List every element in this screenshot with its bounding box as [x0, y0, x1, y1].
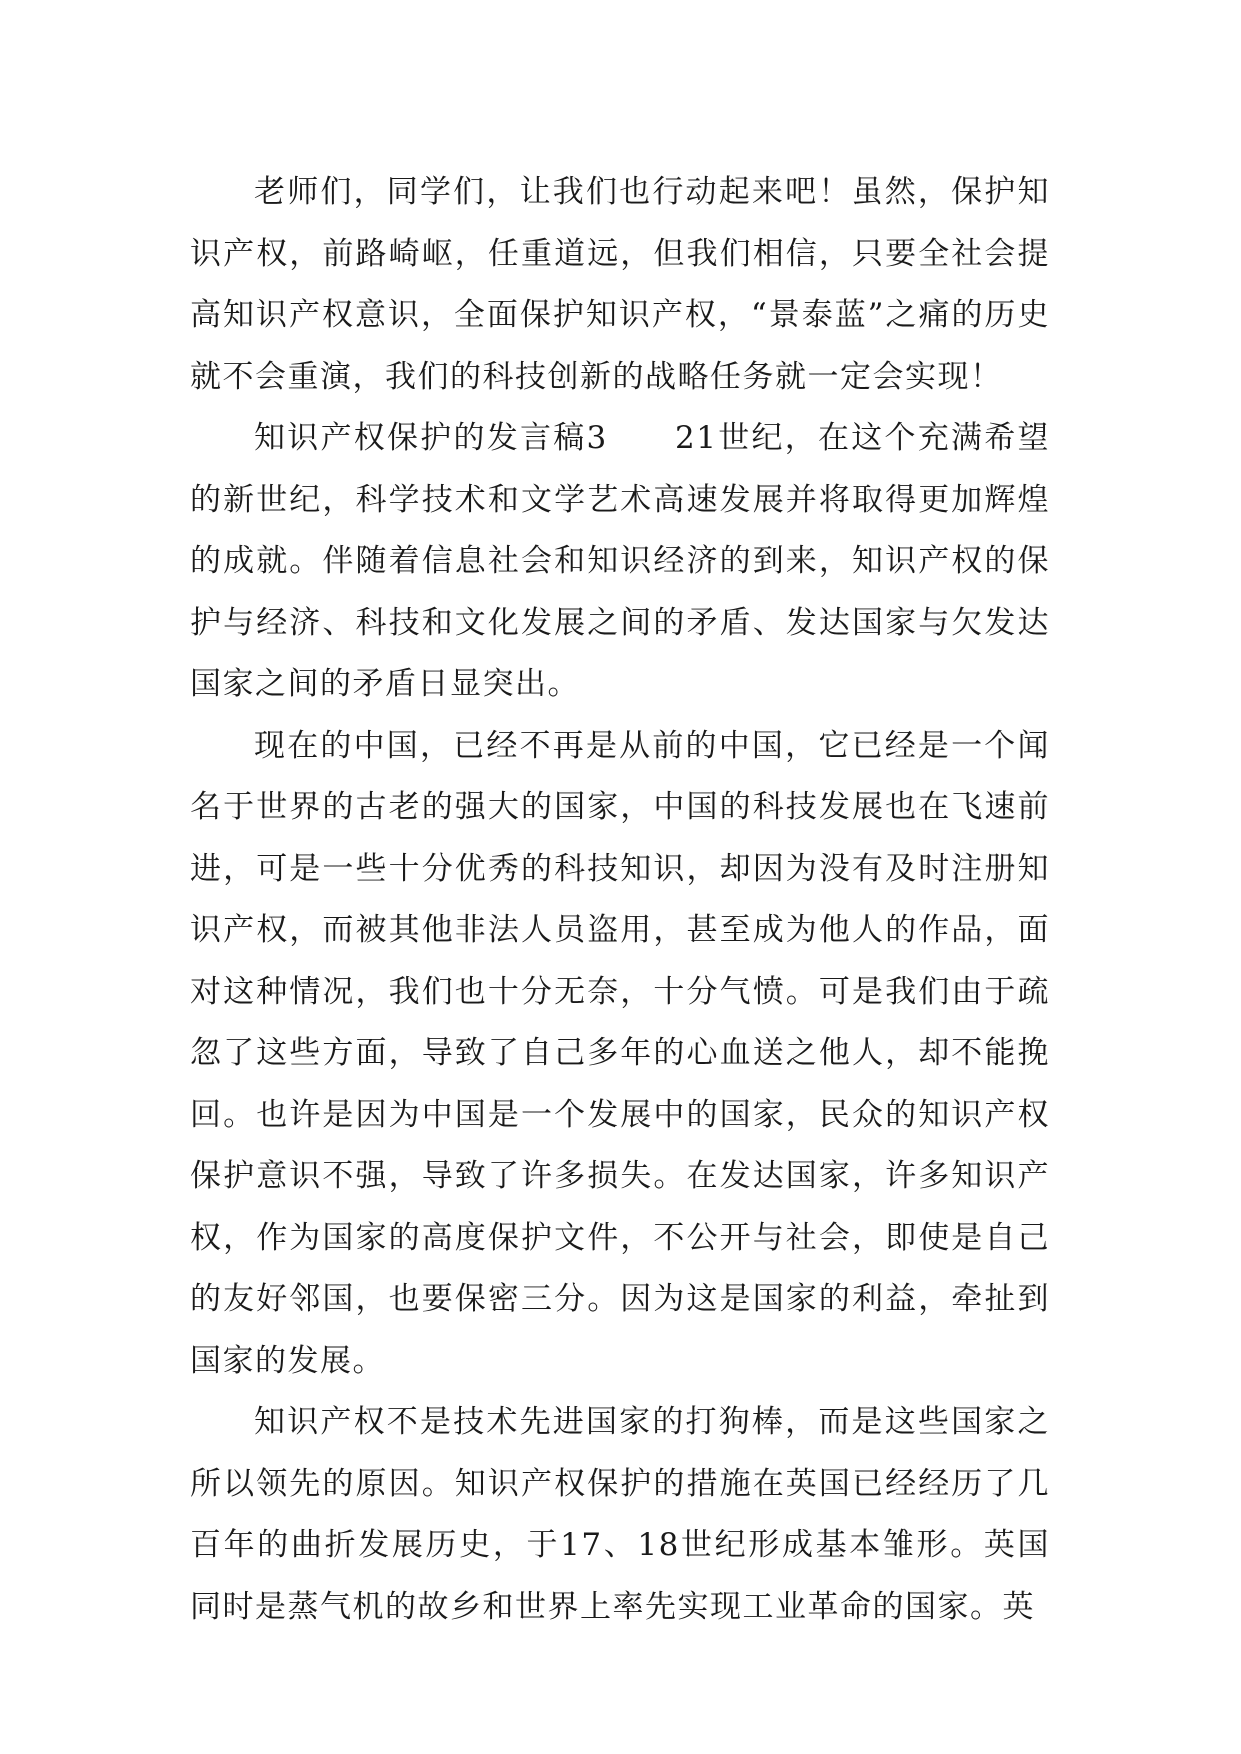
paragraph-speech-3-intro: 知识产权保护的发言稿3 21世纪，在这个充满希望的新世纪，科学技术和文学艺术高速发展并将取得更加辉煌的成就。伴随着信息社会和知识经济的到来，知识产权的保护与经济、科技和文化发展之间的矛盾、发达国家与欠发达国家之间的矛盾日显突出。: [190, 420, 1050, 702]
document-body: [190, 162, 1050, 1638]
paragraph-china-today: 现在的中国，已经不再是从前的中国，它已经是一个闻名于世界的古老的强大的国家，中国的科技发展也在飞速前进，可是一些十分优秀的科技知识，却因为没有及时注册知识产权，而被其他非法人员盗用，甚至成为他人的作品，面对这种情况，我们也十分无奈，十分气愤。可是我们由于疏忽了这些方面，导致了自己多年的心血送之他人，却不能挽回。也许是因为中国是一个发展中的国家，民众的知识产权保护意识不强，导致了许多损失。在发达国家，许多知识产权，作为国家的高度保护文件，不公开与社会，即使是自己的友好邻国，也要保密三分。因为这是国家的利益，牵扯到国家的发展。: [190, 727, 1050, 1379]
paragraph-britain-history: 知识产权不是技术先进国家的打狗棒，而是这些国家之所以领先的原因。知识产权保护的措施在英国已经经历了几百年的曲折发展历史，于17、18世纪形成基本雏形。英国同时是蒸气机的故乡和世界上率先实现工业革命的国家。英: [190, 1404, 1050, 1625]
paragraph-call-to-action: 老师们，同学们，让我们也行动起来吧！虽然，保护知识产权，前路崎岖，任重道远，但我们相信，只要全社会提高知识产权意识，全面保护知识产权，“景泰蓝”之痛的历史就不会重演，我们的科技创新的战略任务就一定会实现！: [190, 174, 1050, 395]
